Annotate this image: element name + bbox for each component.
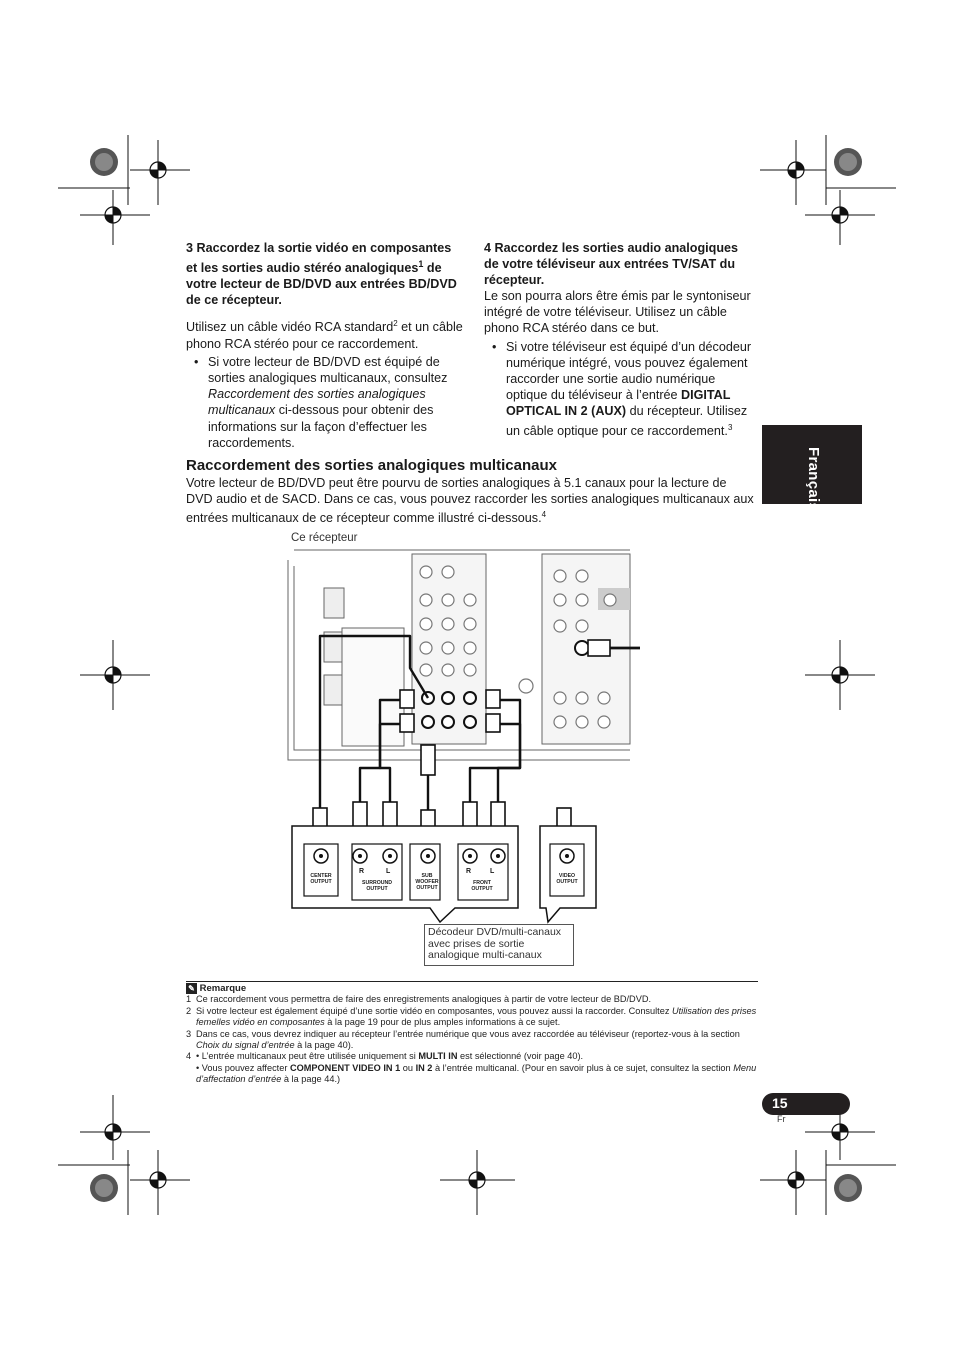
notes-rule: [186, 981, 758, 982]
note-text: • Vous pouvez affecter: [196, 1062, 290, 1073]
step-3-heading-line: 3 Raccordez la sortie vidéo en composantes: [186, 241, 452, 255]
bullet-text: du récepteur. Utilisez un câble optique pour ce raccordement.: [506, 404, 748, 438]
note-text: à l’entrée multicanal. (Pour en savoir plus à ce sujet, consultez la section: [432, 1062, 734, 1073]
note-text: • L’entrée multicanaux peut être utilisée uniquement si: [196, 1051, 419, 1062]
bullet-text: Si votre téléviseur est équipé d’un décodeur numérique intégré, vous pouvez également raccorder une sortie audio numérique optique du téléviseur à l’entrée: [506, 339, 752, 403]
note-4b: [186, 1063, 758, 1086]
section-title: Raccordement des sorties analogiques multicanaux: [186, 457, 557, 474]
multichannel-section: [186, 457, 756, 527]
step-4-heading-line: 4 Raccordez les sorties audio analogiques: [484, 241, 739, 255]
note-bold: IN 2: [415, 1062, 433, 1073]
page-number: 15: [772, 1095, 788, 1111]
jack-label-front: FRONT OUTPUT: [471, 880, 493, 892]
step-3-heading-text: de: [423, 261, 442, 276]
step-3-para: [186, 316, 466, 352]
note-text: à la page 19 pour de plus amples informations à ce sujet.: [324, 1017, 561, 1028]
jack-label-front-r: R: [466, 868, 472, 875]
receiver-label: Ce récepteur: [291, 532, 358, 544]
step-3-heading-line: votre lecteur de BD/DVD aux entrées BD/DVD: [186, 277, 457, 292]
note-3: [186, 1029, 758, 1052]
step-4-heading-line: de votre téléviseur aux entrées TV/SAT du: [484, 257, 736, 271]
jack-label-front-l: L: [490, 868, 495, 875]
step-3-para-text: Utilisez un câble vidéo RCA standard: [186, 320, 394, 335]
decoder-callout: [424, 924, 574, 966]
step-3-para-text: et un câble phono RCA stéréo pour ce raccordement.: [186, 320, 463, 351]
jack-label-sub: SUB WOOFER OUTPUT: [415, 873, 439, 891]
note-text: à la page 40).: [294, 1040, 354, 1051]
note-italic: Menu d’affectation d’entrée: [196, 1062, 757, 1085]
note-italic: Choix du signal d’entrée: [196, 1040, 295, 1051]
page-lang: Fr: [777, 1114, 786, 1124]
note-italic: Utilisation des prises femelles vidéo en composantes: [196, 1005, 757, 1028]
note-number: 1: [186, 994, 192, 1005]
section-para: [186, 475, 756, 527]
step-3-heading: [186, 240, 466, 308]
note-icon: ✎: [186, 983, 197, 994]
note-text: Si votre lecteur est également équipé d’une sortie vidéo en composantes, vous pouvez aussi la raccorder. Consultez: [196, 1005, 672, 1016]
notes-title: Remarque: [199, 983, 247, 995]
bullet-text: ci-dessous pour obtenir des informations sur la façon d’effectuer les raccordements.: [208, 403, 434, 450]
step-4-para: Le son pourra alors être émis par le syntoniseur intégré de votre téléviseur. Utilisez un câble phono RCA stéréo dans ce but.: [484, 289, 751, 336]
jack-label-center: CENTER OUTPUT: [310, 873, 332, 885]
bullet-bold: DIGITAL OPTICAL IN 2 (AUX): [506, 388, 731, 419]
step-3-heading-line: [186, 256, 466, 276]
note-text: à la page 44.): [281, 1074, 341, 1085]
note-1: [186, 994, 758, 1005]
jack-label-video: VIDEO OUTPUT: [556, 873, 578, 885]
language-tab: [762, 425, 862, 512]
notes: [186, 983, 758, 1086]
note-text: Dans ce cas, vous devrez indiquer au récepteur l’entrée numérique que vous avez raccordée au téléviseur (reportez-vous à la section: [196, 1028, 740, 1039]
step-4-heading-line: récepteur.: [484, 273, 545, 287]
note-bold: COMPONENT VIDEO IN 1: [289, 1062, 401, 1073]
jack-label-surround-r: R: [359, 868, 365, 875]
note-bold: MULTI IN: [418, 1051, 458, 1062]
jack-label-surround-l: L: [386, 868, 391, 875]
footnote-ref: 1: [418, 259, 424, 269]
step-4: [484, 240, 760, 439]
step-4-bullet: [484, 339, 756, 439]
bullet-text: Si votre lecteur de BD/DVD est équipé de sorties analogiques multicanaux, consultez: [208, 354, 448, 385]
note-text: Ce raccordement vous permettra de faire des enregistrements analogiques à partir de votre lecteur de BD/DVD.: [196, 994, 652, 1005]
connection-diagram: [280, 540, 640, 980]
note-text: est sélectionné (voir page 40).: [457, 1051, 584, 1062]
step-4-heading: [484, 240, 760, 288]
step-3-bullet: [186, 354, 458, 451]
step-3-heading-text: et les sorties audio stéréo analogiques: [186, 261, 419, 276]
step-3: [186, 240, 466, 451]
footnote-ref: 4: [541, 510, 547, 520]
note-number: 2: [186, 1005, 192, 1016]
page-number-badge: [762, 1093, 850, 1115]
footnote-ref: 2: [393, 319, 398, 329]
notes-header: [186, 983, 758, 994]
footnote-ref: 3: [727, 422, 733, 432]
note-number: 3: [186, 1028, 192, 1039]
decoder-callout-text: Décodeur DVD/multi-canaux avec prises de sortie analogique multi-canaux: [428, 926, 562, 962]
section-para-text: Votre lecteur de BD/DVD peut être pourvu de sorties analogiques à 5.1 canaux pour la lecture de DVD audio et de SACD. Dans ce cas, vous pouvez raccorder les sorties analogiques multicanaux aux entrées multicanaux de ce récepteur comme illustré ci-dessous.: [186, 476, 754, 526]
language-tab-label: Français: [805, 447, 822, 512]
note-text: ou: [400, 1062, 416, 1073]
note-number: 4: [186, 1051, 192, 1062]
note-4: [186, 1051, 758, 1062]
jack-label-surround: SURROUND OUTPUT: [362, 880, 392, 892]
bullet-italic: Raccordement des sorties analogiques multicanaux: [208, 387, 426, 418]
note-2: [186, 1006, 758, 1029]
step-3-heading-line: de ce récepteur.: [186, 293, 282, 308]
